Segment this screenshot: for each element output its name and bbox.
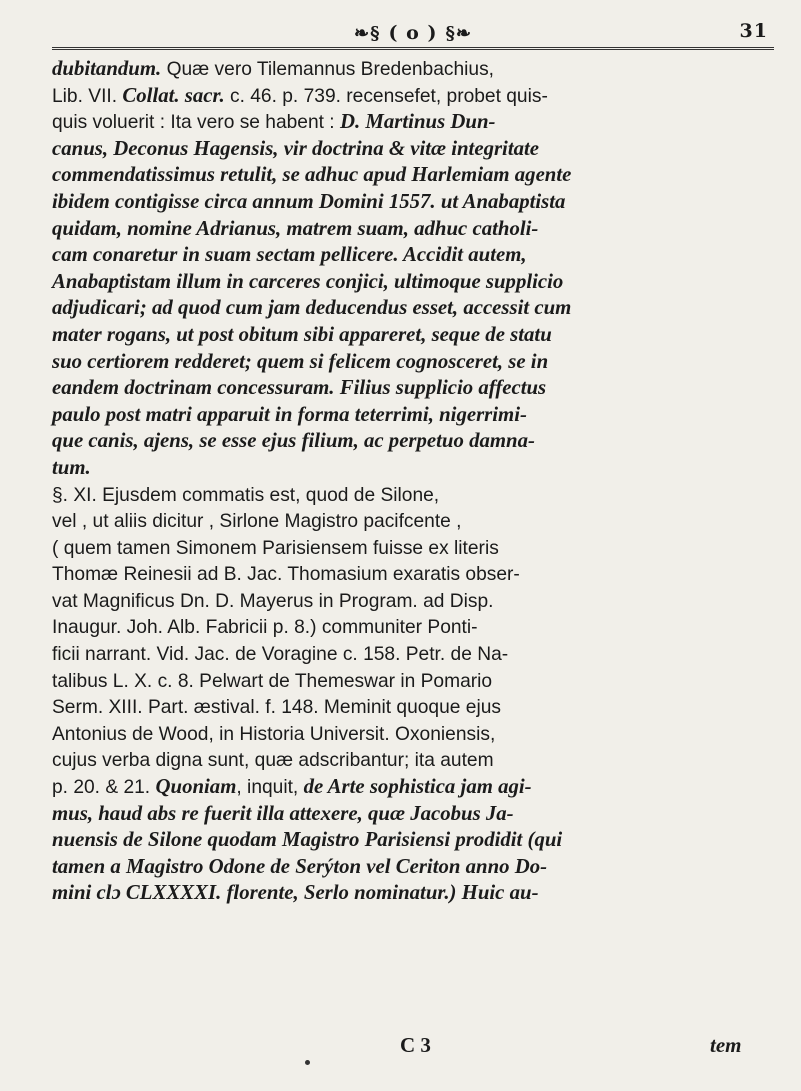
page-header xyxy=(52,18,774,48)
text-line xyxy=(52,83,778,110)
text-segment: Quæ vero Tilemannus Bredenbachius, xyxy=(161,59,494,80)
text-segment: cujus verba digna sunt, quæ adscribantur; ita autem xyxy=(52,750,494,772)
text-segment: de Arte sophistica jam agi- xyxy=(303,775,532,799)
text-segment: Serm. XIII. Part. æstival. f. 148. Meminit quoque ejus xyxy=(52,697,501,719)
text-segment: Collat. sacr. xyxy=(122,83,225,107)
text-segment: c. 46. p. 739. recensefet, probet quis- xyxy=(224,85,548,107)
page-number: 31 xyxy=(739,20,768,42)
text-line xyxy=(52,880,778,907)
text-segment: ibidem contigisse circa annum Domini 1557. ut Anabaptista xyxy=(52,189,566,213)
text-line xyxy=(52,189,778,216)
text-line xyxy=(52,216,778,243)
text-segment: paulo post matri apparuit in forma teterrimi, nigerrimi- xyxy=(52,402,527,426)
text-segment: canus, Deconus Hagensis, vir doctrina & vitæ integritate xyxy=(52,136,540,160)
text-line xyxy=(52,854,778,881)
text-line xyxy=(52,136,778,163)
text-line xyxy=(52,721,778,748)
text-line xyxy=(52,747,778,774)
text-segment: Anabaptistam illum in carceres conjici, ultimoque supplicio xyxy=(52,269,564,293)
text-line xyxy=(52,668,778,695)
text-line xyxy=(52,561,778,588)
text-line xyxy=(52,614,778,641)
text-segment: quis voluerit : Ita vero se habent : xyxy=(52,112,340,134)
text-segment: ficii narrant. Vid. Jac. de Voragine c. 158. Petr. de Na- xyxy=(52,644,509,666)
header-rule xyxy=(52,47,774,50)
text-segment: tum. xyxy=(52,455,91,479)
text-segment: Antonius de Wood, in Historia Universit. Oxoniensis, xyxy=(52,723,496,745)
text-segment: dubitandum. xyxy=(52,57,162,80)
text-segment: Inaugur. Joh. Alb. Fabricii p. 8.) communiter Ponti- xyxy=(52,617,478,639)
text-line xyxy=(52,455,778,482)
text-segment: tamen a Magistro Odone de Serýton vel Ceriton anno Do- xyxy=(52,854,548,878)
text-line xyxy=(52,535,778,562)
text-line xyxy=(52,56,778,83)
text-line xyxy=(52,801,778,828)
text-line xyxy=(52,428,778,455)
text-line xyxy=(52,269,778,296)
text-line xyxy=(52,508,778,535)
catchword: tem xyxy=(710,1033,742,1057)
text-segment: p. 20. & 21. xyxy=(52,777,156,799)
ornament-right-icon: §❧ xyxy=(445,22,472,44)
body-text xyxy=(52,56,778,907)
ornament-left-icon: ❧§ xyxy=(354,22,381,44)
text-line xyxy=(52,162,778,189)
text-line xyxy=(52,109,778,136)
text-segment: vat Magnificus Dn. D. Mayerus in Program. ad Disp. xyxy=(52,590,494,612)
text-line xyxy=(52,641,778,668)
text-line xyxy=(52,295,778,322)
text-segment: Thomæ Reinesii ad B. Jac. Thomasium exaratis obser- xyxy=(52,564,520,586)
text-line xyxy=(52,349,778,376)
text-segment: eandem doctrinam concessuram. Filius supplicio affectus xyxy=(52,376,547,400)
ink-dot xyxy=(305,1060,310,1065)
signature-mark: C 3 xyxy=(400,1033,431,1057)
text-segment: que canis, ajens, se esse ejus filium, ac perpetuo damna- xyxy=(52,429,535,453)
text-segment: Lib. VII. xyxy=(52,85,123,107)
text-line xyxy=(52,322,778,349)
text-segment: mini clɔ CLXXXXI. florente, Serlo nominatur.) Huic au- xyxy=(52,881,539,905)
text-segment: cam conaretur in suam sectam pellicere. Accidit autem, xyxy=(52,243,527,267)
text-segment: §. XI. Ejusdem commatis est, quod de Silone, xyxy=(52,484,440,506)
text-line xyxy=(52,827,778,854)
text-segment: adjudicari; ad quod cum jam deducendus esset, accessit cum xyxy=(52,296,572,320)
text-segment: commendatissimus retulit, se adhuc apud Harlemiam agente xyxy=(52,163,572,187)
text-segment: Quoniam xyxy=(155,775,237,799)
text-line xyxy=(52,242,778,269)
text-segment: ( quem tamen Simonem Parisiensem fuisse ex literis xyxy=(52,537,499,559)
text-segment: vel , ut aliis dicitur , Sirlone Magistro pacifcente , xyxy=(52,511,462,533)
text-line xyxy=(52,774,778,801)
text-line xyxy=(52,375,778,402)
text-segment: mus, haud abs re fuerit illa attexere, quæ Jacobus Ja- xyxy=(52,801,514,825)
text-segment: suo certiorem redderet; quem si felicem cognosceret, se in xyxy=(52,349,549,373)
text-segment: D. Martinus Dun- xyxy=(339,110,496,134)
text-segment: nuensis de Silone quodam Magistro Parisiensi prodidit (qui xyxy=(52,828,563,852)
text-segment: , inquit, xyxy=(236,777,304,799)
text-line xyxy=(52,588,778,615)
text-line xyxy=(52,482,778,509)
text-line xyxy=(52,694,778,721)
text-segment: mater rogans, ut post obitum sibi appareret, seque de statu xyxy=(52,322,552,346)
text-line xyxy=(52,402,778,429)
text-segment: quidam, nomine Adrianus, matrem suam, adhuc catholi- xyxy=(52,216,539,240)
text-segment: talibus L. X. c. 8. Pelwart de Themeswar in Pomario xyxy=(52,670,493,692)
running-title: ( o ) xyxy=(388,22,438,44)
